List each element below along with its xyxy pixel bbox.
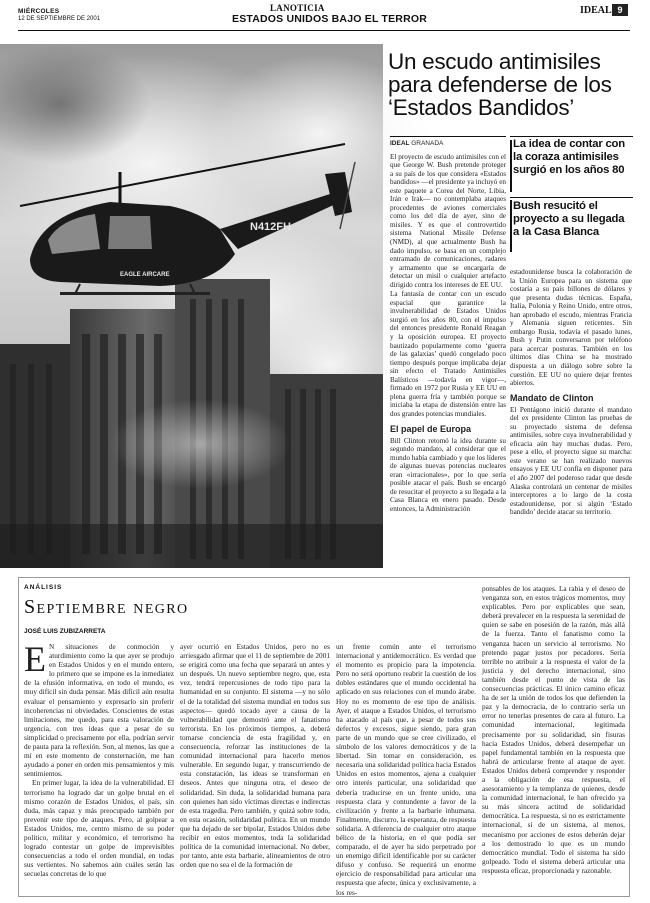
helicopter-tail-number: N412FH xyxy=(250,221,291,233)
article-byline xyxy=(390,136,506,149)
analysis-column-2 xyxy=(180,642,330,892)
analysis-dropcap: E xyxy=(24,639,46,679)
header-weekday: MIÉRCOLES xyxy=(18,8,60,15)
byline-paper: IDEAL xyxy=(390,140,410,147)
article-column-1 xyxy=(390,136,506,566)
header-section-title: ESTADOS UNIDOS BAJO EL TERROR xyxy=(232,13,428,25)
article-paragraph: Bill Clinton retomó la idea durante su segundo mandato, al considerar que el mundo había cambiado y que los líderes de algunas nuevas potencias nucleares eran «irracionales», por lo que sería posible atacar el país. Bush se encargó de resucitar el proyecto a su llegada a la Casa Blanca en enero pasado. Desde entonces, la Administración xyxy=(390,436,506,513)
analysis-paragraph: un frente común ante el terrorismo internacional y antidemocrático. Es verdad que el momento es propicio para la impotencia. Pero no será oportuno reabrir la cuestión de los dobles estándares que el mundo occidental ha aplicado en sus relaciones con el mundo árabe. Hoy no es momento de ese tipo de análisis. Ayer, el ataque a Estados Unidos, el terrorismo ha atacado al país que, a pesar de todos sus defectos y excesos, sigue siendo, para gran parte de un mundo que se cree civilizado, el símbolo de los valores democráticos y de la libertad. Sin tomar en consideración, es necesaria una solidaridad política hacia Estados Unidos en estos momentos, ajena a cualquier otro interés particular, una solidaridad que debería traducirse en un frente unido, una respuesta clara y contundente a favor de la civilización y frente a la barbarie inhumana. Finalmente, discurro, la esperanza, de respuesta solidaria. A diferencia de cualquier otro ataque bélico de la historia, en el que podía ser comparado, el de ayer ha sido perpetrado por un enemigo difícil identificable por su carácter difuso y confuso. Se requerirá un enorme ejercicio de responsabilidad para articular una respuesta que afecte, única y exclusivamente, a los res- xyxy=(336,642,476,897)
subheading-clinton: Mandato de Clinton xyxy=(510,392,594,403)
analysis-column-4 xyxy=(482,584,625,892)
analysis-paragraph: ayer ocurrió en Estados Unidos, pero no es arriesgado afirmar que el 11 de septiembre de 2001 se erigirá como una fecha que separará un antes y un después. Un nuevo septiembre negro, que, esta vez, tendrá repercusiones de todo tipo para la humanidad en su conjunto. El sistema —y no sólo el de la totalidad del sistema mundial en todos sus aspectos— quedó tocado ayer a causa de la vulnerabilidad que demostró ante el fanatismo terrorista. En los próximos tiempos, a, deberá tomarse conciencia de esta fragilidad y, en consecuencia, reforzar las instituciones de la comunidad internacional para hacerlo menos vulnerable. En segundo lugar, y transcurriendo de esta constatación, las ideas se transforman en deseos. Antes que ninguna otra, el deseo de solidaridad. Sin duda, la solidaridad humana para con quienes han sido víctimas directas e indirectas de esta tragedia. Pero también, y quizá sobre todo, en esta ocasión, solidaridad política. En un mundo que ha dejado de ser bipolar, Estados Unidos debe recibir en estos momentos, toda la solidaridad política de la comunidad internacional. No deber, por tanto, ante esta barbarie, alineamientos de otro orden que no sea el de la formación de xyxy=(180,642,330,870)
page-header xyxy=(0,0,650,36)
byline-city: GRANADA xyxy=(411,140,444,147)
news-photo xyxy=(0,44,383,568)
article-column-2 xyxy=(510,268,632,566)
photo-ground-shadow xyxy=(0,524,383,568)
header-date: 12 DE SEPTIEMBRE DE 2001 xyxy=(18,16,101,22)
helicopter-marking: EAGLE AIRCARE xyxy=(120,272,170,278)
pull-quote-2: Bush resucitó el proyecto a su llegada a la Casa Blanca xyxy=(513,200,625,238)
header-rule xyxy=(18,30,630,31)
pull-quote-bar xyxy=(510,200,512,252)
header-masthead: LANOTICIA xyxy=(270,3,325,13)
article-paragraph: estadounidense busca la colaboración de la Unión Europea para un sistema que costaría a su país billones de dólares y que presenta dudas técnicas. España, Italia, Polonia y Reino Unido, entre otros, han aprobado el escudo, mientras Francia y Alemania siguen reticentes. Sin embargo Rusia, todavía el pasado lunes, Bush y Putin conversaron por teléfono para acercar posturas. También en los últimos días China se ha mostrado dispuesta a un diálogo sobre sobre la cuestión. EE UU no quiere dejar frentes abiertos. xyxy=(510,268,632,388)
subheading-europa: El papel de Europa xyxy=(390,423,472,434)
analysis-column-1 xyxy=(24,639,174,892)
header-page-number: 9 xyxy=(612,4,628,16)
article-headline: Un escudo antimisiles para defenderse de los ‘Estados Bandidos’ xyxy=(388,49,612,120)
analysis-paragraph: N situaciones de conmoción y aturdimiento como la que ayer se produjo en Estados Unidos y en el mundo entero, lo primero que se impone es la inmediatez de la efusión informativa, en todo el mundo, es muy difícil sin duda pensar. Más difícil aún resulta evaluar el pensamiento y expresarlo sin proferir incoherencias ni obviedades. Conscientes de estas limitaciones, me quedo, para esta valoración de urgencia, con tres ideas que a pesar de su simplicidad o precisamente por ella, podrían servir de pauta para la reflexión. Son, al menos, las que a mí en este momento de consternación, me han ayudado a poner en orden mis pensamientos y mis sentimientos. xyxy=(24,642,174,779)
article-paragraph: El Pentágono inició durante el mandato del ex presidente Clinton las pruebas de su proyectado sistema de defensa antimisiles, sobre cuya invulnerabilidad y eficacia aún hay muchas dudas. Pero, pese a ello, el proyecto sigue su marcha: este verano se han realizado nuevos ensayos y EE UU confía en disponer para el año 2007 del poderoso radar que desde Alaska controlará un centenar de misiles interceptores a lo largo de la costa estadounidense, por si algún ‘Estado bandido’ decide atacar su territorio. xyxy=(510,405,632,517)
analysis-title: Septiembre negro xyxy=(24,596,189,618)
pull-quote-bar xyxy=(510,140,512,192)
article-paragraph: El proyecto de escudo antimisiles con el que George W. Bush pretende proteger a su país de los que considera «Estados bandidos» —el presidente ya incluyó en este paquete a Corea del Norte, Libia, Irán e Irak— no contemplaba ataques procedentes de aviones comerciales como los del día de ayer, sino de misiles. Y es que el controvertido sistema National Missile Defense (NMD), al que actualmente Bush ha dado impulso, se basa en un complejo entramado de comunicaciones, radares y armamento que se encargaría de detectar un misil o cualquier artefacto dirigido contra los intereses de EE UU. xyxy=(390,152,506,289)
analysis-paragraph: ponsables de los ataques. La rabia y el deseo de venganza son, en estos trágicos momentos, muy explicables. Pero por explicables que sean, deberá prevalecer en la respuesta la serenidad de quien se sabe en posesión de la razón, más allá de la fuerza. Tanto el fanatismo como la venganza hacen un servicio al terrorismo. No pretendo pagar justos por pecadores. Sería terrible no atribuir a la respuesta el valor de la justicia y del derecho internacional, sino también desde el punto de vista de las consecuencias prácticas. El único camino eficaz ha de ser la unión de todos los que defienden la paz y la democracia, de lo contrario sería un error no tenerlas presentes de cara al futuro. La comunidad internacional, legitimada precisamente por su solidaridad, sin fisuras hacia Estados Unidos, deberá desempeñar un papel fundamental también en la respuesta que habrá de articularse frente al ataque de ayer. Estados Unidos deberá comprender y responder a la obligación de esa respuesta, el asesoramiento y la templanza de quienes, desde la comunidad internacional, le han ofrecido ya su más sincera actitud de solidaridad democrática. La respuesta, si no es estrictamente internacional, sí de un sistema, al menos, mecanismo por acciones de estos deberán dejar a los demostrado lo que es un mundo democrático mundial. Todo el sistema ha sido golpeado. Todo el sistema deberá articular una respuesta eficaz, proporcionada y razonable. xyxy=(482,584,625,875)
article-paragraph: La fantasía de contar con un escudo espacial que garantice la invulnerabilidad de Estados Unidos surgió en los años 80, con el impulso del entonces presidente Ronald Reagan y la oposición europea. El proyecto bautizado popularmente como ‘guerra de las galaxias’ quedó congelado poco tiempo después porque implicaba dejar sin efecto el Tratado Antimisiles Balísticos —todavía en vigor—, firmado en 1972 por Rusia y EE UU en plena guerra fría y también porque se iniciaba la etapa de distensión entre las dos grandes potencias mundiales. xyxy=(390,290,506,418)
pull-quote-rule xyxy=(510,197,633,198)
analysis-author: JOSÉ LUIS ZUBIZARRETA xyxy=(24,628,106,635)
pull-quote-1: La idea de contar con la coraza antimisiles surgió en los años 80 xyxy=(513,138,625,176)
pull-quote-rule xyxy=(510,136,633,137)
analysis-paragraph: En primer lugar, la idea de la vulnerabilidad. El terrorismo ha logrado dar un golpe brutal en el mismo corazón de Estados Unidos, el país, sin duda, más capaz y más preocupado también por prevenir este tipo de ataques. Pero, al golpear a Estados Unidos, me, centro mismo de su poder político, militar y económico, el terrorismo ha logrado contestar un golpe de imprevisibles consecuencias a todo el orden mundial, en todas sus vertientes. No sabemos aún cuáles serán las secuelas concretas de lo que xyxy=(24,778,174,879)
analysis-column-3 xyxy=(336,642,476,897)
analysis-tag: ANÁLISIS xyxy=(24,584,63,591)
header-newspaper-name: IDEAL xyxy=(580,5,612,16)
photo-smoke-cloud xyxy=(110,399,290,489)
